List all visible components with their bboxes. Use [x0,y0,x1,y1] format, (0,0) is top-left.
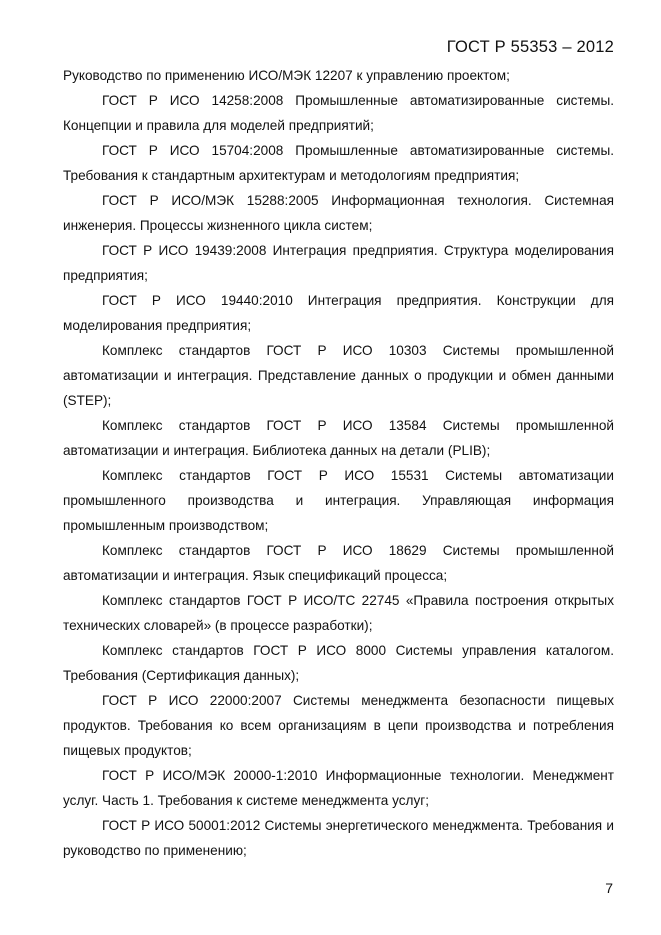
list-item: Комплекс стандартов ГОСТ Р ИСО 13584 Системы промышленной автоматизации и интеграция. Библиотека данных на детали (PLIB); [63,418,614,458]
list-item: ГОСТ Р ИСО/МЭК 15288:2005 Информационная технология. Системная инженерия. Процессы жизненного цикла систем; [63,193,614,233]
list-item: ГОСТ Р ИСО/МЭК 20000-1:2010 Информационные технологии. Менеджмент услуг. Часть 1. Требования к системе менеджмента услуг; [63,768,614,808]
list-item: ГОСТ Р ИСО 19439:2008 Интеграция предприятия. Структура моделирования предприятия; [63,243,614,283]
list-item: Комплекс стандартов ГОСТ Р ИСО 15531 Системы автоматизации промышленного производства и интеграция. Управляющая информация промышленным производством; [63,468,614,533]
document-code-header: ГОСТ Р 55353 – 2012 [446,38,614,56]
list-item: Комплекс стандартов ГОСТ Р ИСО 8000 Системы управления каталогом. Требования (Сертификация данных); [63,643,614,683]
standards-list [63,63,614,863]
list-item: Комплекс стандартов ГОСТ Р ИСО/ТС 22745 «Правила построения открытых технических словарей» (в процессе разработки); [63,593,614,633]
list-item: Комплекс стандартов ГОСТ Р ИСО 10303 Системы промышленной автоматизации и интеграция. Представление данных о продукции и обмен данными (STEP); [63,343,614,408]
list-item: ГОСТ Р ИСО 15704:2008 Промышленные автоматизированные системы. Требования к стандартным архитектурам и методологиям предприятия; [63,143,614,183]
list-item: ГОСТ Р ИСО 19440:2010 Интеграция предприятия. Конструкции для моделирования предприятия; [63,293,614,333]
page-number: 7 [605,880,613,896]
list-item: ГОСТ Р ИСО 22000:2007 Системы менеджмента безопасности пищевых продуктов. Требования ко всем организациям в цепи производства и потребления пищевых продуктов; [63,693,614,758]
list-item: Руководство по применению ИСО/МЭК 12207 к управлению проектом; [63,68,510,83]
list-item: ГОСТ Р ИСО 14258:2008 Промышленные автоматизированные системы. Концепции и правила для моделей предприятий; [63,93,614,133]
list-item: Комплекс стандартов ГОСТ Р ИСО 18629 Системы промышленной автоматизации и интеграция. Язык спецификаций процесса; [63,543,614,583]
list-item: ГОСТ Р ИСО 50001:2012 Системы энергетического менеджмента. Требования и руководство по применению; [63,818,614,858]
